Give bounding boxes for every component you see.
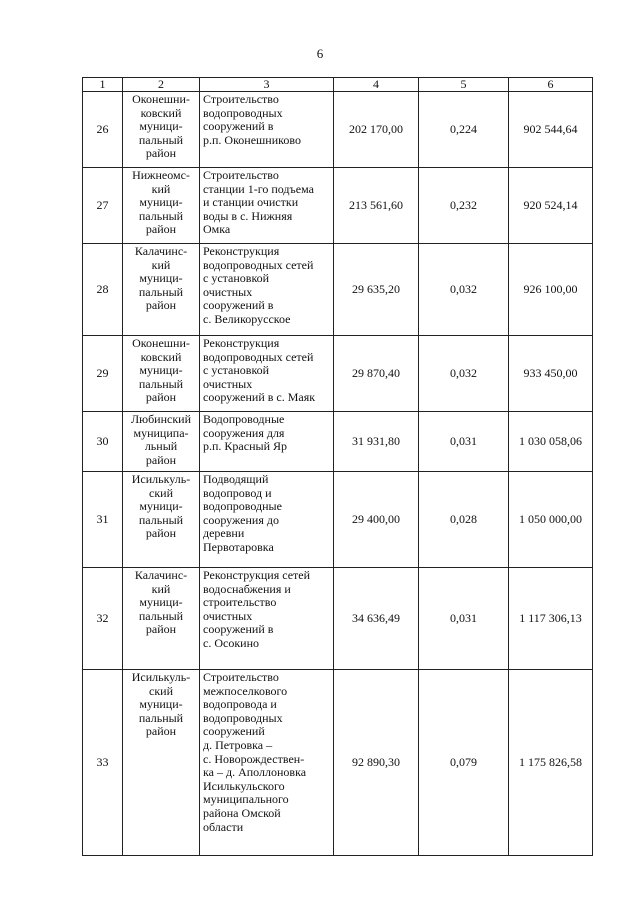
district-line: ковский [140,349,182,364]
row-number-cell: 27 [83,168,123,244]
object-line: межпоселкового [203,683,288,698]
district-line: муници- [139,697,183,712]
cost-cell: 31 931,80 [334,412,419,472]
district-cell [123,670,200,856]
object-line: с установкой [203,271,270,286]
cost-cell: 213 561,60 [334,168,419,244]
total-cell: 1 030 058,06 [509,412,593,472]
district-line: Калачинс- [134,568,188,582]
cost-cell: 29 400,00 [334,472,419,568]
table-row [83,412,593,472]
district-line: кий [151,581,171,596]
object-line: Исилькульского [203,778,285,793]
district-line: район [145,222,177,237]
object-line: очистных [203,284,253,299]
table-row [83,670,593,856]
district-cell [123,336,200,412]
header-cell: 6 [509,78,593,92]
district-line: муници- [139,119,183,134]
district-line: муници- [139,595,183,610]
object-line: сооружения для [203,425,285,440]
district-line: кий [151,181,171,196]
district-cell [123,568,200,670]
total-cell: 902 544,64 [509,92,593,168]
object-line: д. Петровка – [203,737,273,752]
object-line: р.п. Красный Яр [203,439,287,454]
district-line: кий [151,257,171,272]
object-line: области [203,819,244,834]
table-row [83,92,593,168]
district-line: район [145,390,177,405]
district-line: Любинский [130,412,192,426]
page-number: 6 [316,46,324,61]
header-cell: 5 [419,78,509,92]
total-cell: 1 175 826,58 [509,670,593,856]
object-line: Строительство [203,92,279,106]
table-row [83,472,593,568]
cost-cell: 92 890,30 [334,670,419,856]
object-line: воды в с. Нижняя [203,208,293,223]
district-line: пальный [138,710,184,725]
object-line: Строительство [203,670,279,684]
district-line: муници- [139,363,183,378]
coefficient-cell: 0,079 [419,670,509,856]
coefficient-cell: 0,232 [419,168,509,244]
district-cell [123,168,200,244]
district-line: Исилькуль- [131,472,191,486]
district-line: Нижнеомс- [132,168,190,182]
object-line: очистных [203,376,253,391]
data-table [82,77,593,856]
object-cell [200,336,334,412]
object-cell [200,670,334,856]
object-cell [200,472,334,568]
district-line: пальный [138,208,184,223]
object-line: Подводящий [203,472,269,486]
object-line: водопроводных [203,710,283,725]
district-line: пальный [138,608,184,623]
object-line: муниципального [203,792,289,807]
district-line: ский [149,485,173,500]
coefficient-cell: 0,028 [419,472,509,568]
district-line: муници- [139,499,183,514]
total-cell: 933 450,00 [509,336,593,412]
district-line: пальный [138,512,184,527]
object-line: с. Великорусское [203,311,291,326]
row-number-cell: 26 [83,92,123,168]
table-row [83,168,593,244]
object-line: района Омской [203,805,281,820]
coefficient-cell: 0,032 [419,244,509,336]
object-line: водоснабжения и [203,581,291,596]
object-line: Реконструкция [203,336,280,350]
row-number-cell: 30 [83,412,123,472]
row-number-cell: 29 [83,336,123,412]
district-line: пальный [138,284,184,299]
district-line: Оконешни- [132,336,190,350]
object-cell [200,412,334,472]
object-line: сооружений в [203,119,274,134]
coefficient-cell: 0,032 [419,336,509,412]
table-row [83,568,593,670]
cost-cell: 29 635,20 [334,244,419,336]
district-line: район [145,724,177,739]
district-line: район [145,622,177,637]
object-line: ка – д. Аполлоновка [203,765,307,780]
total-cell: 926 100,00 [509,244,593,336]
object-line: строительство [203,595,277,610]
object-line: Реконструкция сетей [203,568,311,582]
district-line: муниципа- [133,425,189,440]
district-line: льный [144,439,178,454]
district-line: ский [149,683,173,698]
header-cell: 4 [334,78,419,92]
district-cell [123,244,200,336]
district-line: Оконешни- [132,92,190,106]
object-line: с установкой [203,363,270,378]
district-line: район [145,146,177,161]
district-cell [123,92,200,168]
row-number-cell: 33 [83,670,123,856]
object-line: сооружения до [203,512,279,527]
header-cell: 2 [123,78,200,92]
district-line: Исилькуль- [131,670,191,684]
object-line: сооружений [203,724,265,739]
row-number-cell: 32 [83,568,123,670]
district-line: пальный [138,376,184,391]
coefficient-cell: 0,031 [419,412,509,472]
coefficient-cell: 0,224 [419,92,509,168]
row-number-cell: 31 [83,472,123,568]
object-line: водопровод и [203,485,272,500]
object-line: Реконструкция [203,244,280,258]
total-cell: 1 050 000,00 [509,472,593,568]
object-line: р.п. Оконешниково [203,132,301,147]
cost-cell: 34 636,49 [334,568,419,670]
object-line: Первотаровка [203,539,274,554]
object-line: деревни [203,526,245,541]
cost-cell: 202 170,00 [334,92,419,168]
table-header-row [83,78,593,92]
object-line: водопроводных сетей [203,257,314,272]
district-line: муници- [139,195,183,210]
object-cell [200,168,334,244]
object-line: очистных [203,608,253,623]
object-line: Омка [203,222,231,237]
object-cell [200,568,334,670]
object-line: водопроводные [203,499,282,514]
object-cell [200,92,334,168]
coefficient-cell: 0,031 [419,568,509,670]
district-cell [123,472,200,568]
object-line: станции 1-го подъема [203,181,314,196]
cost-cell: 29 870,40 [334,336,419,412]
object-cell [200,244,334,336]
object-line: сооружений в [203,622,274,637]
object-line: Водопроводные [203,412,285,426]
district-line: Калачинс- [134,244,188,258]
total-cell: 920 524,14 [509,168,593,244]
table-row [83,244,593,336]
object-line: Строительство [203,168,279,182]
district-line: район [145,298,177,313]
object-line: и станции очистки [203,195,299,210]
object-line: водопроводных сетей [203,349,314,364]
object-line: сооружений в [203,298,274,313]
district-line: район [145,526,177,541]
object-line: водопровода и [203,697,277,712]
object-line: сооружений в с. Маяк [203,390,316,405]
total-cell: 1 117 306,13 [509,568,593,670]
header-cell: 3 [200,78,334,92]
object-line: с. Осокино [203,635,259,650]
district-line: ковский [140,105,182,120]
district-line: муници- [139,271,183,286]
header-cell: 1 [83,78,123,92]
object-line: водопроводных [203,105,283,120]
district-cell [123,412,200,472]
row-number-cell: 28 [83,244,123,336]
object-line: с. Новорождествен- [203,751,305,766]
table-row [83,336,593,412]
district-line: район [145,452,177,467]
district-line: пальный [138,132,184,147]
